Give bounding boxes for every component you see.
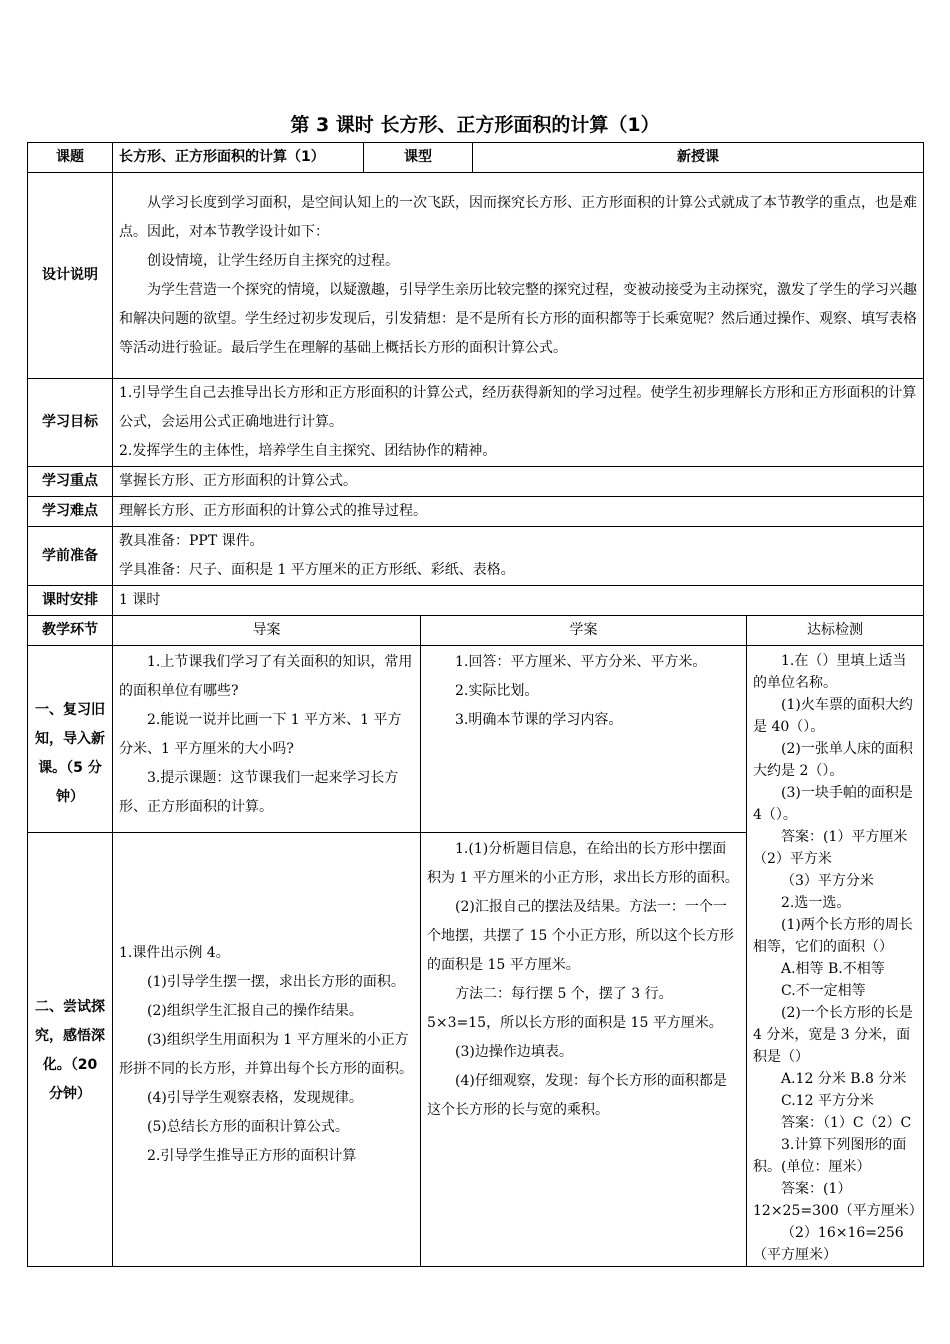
key-point-value: 掌握长方形、正方形面积的计算公式。 [113, 467, 924, 497]
col-guide: 导案 [113, 616, 421, 646]
goal-item: 1.引导学生自己去推导出长方形和正方形面积的计算公式，经历获得新知的学习过程。使学生初步理解长方形和正方形面积的计算公式，会运用公式正确地进行计算。 [119, 385, 917, 430]
prep-item: 学具准备：尺子、面积是 1 平方厘米的正方形纸、彩纸、表格。 [119, 562, 515, 578]
guide-item: (3)组织学生用面积为 1 平方厘米的小正方形拼不同的长方形，并算出每个长方形的面积。 [119, 1032, 413, 1078]
section1-row [28, 646, 924, 833]
key-point-label: 学习重点 [28, 467, 113, 497]
schedule-value: 1 课时 [113, 586, 924, 616]
design-content [113, 173, 924, 379]
goal-item: 2.发挥学生的主体性，培养学生自主探究、团结协作的精神。 [119, 443, 497, 459]
check-line: （2）16×16=256（平方厘米） [753, 1225, 904, 1263]
design-paragraph: 为学生营造一个探究的情境，以疑激趣，引导学生亲历比较完整的探究过程，变被动接受为主动探究，激发了学生的学习兴趣和解决问题的欲望。学生经过初步发现后，引发猜想：是不是所有长方形的面积都等于长乘宽呢？然后通过操作、观察、填写表格等活动进行验证。最后学生在理解的基础上概括长方形的面积计算公式。 [119, 281, 917, 356]
col-check: 达标检测 [747, 616, 924, 646]
guide-item: 3.提示课题：这节课我们一起来学习长方形、正方形面积的计算。 [119, 770, 399, 815]
check-line: C.12 平方分米 [781, 1093, 874, 1109]
key-point-row [28, 467, 924, 497]
check-line: (2)一张单人床的面积大约是 2（）。 [753, 741, 913, 779]
check-line: 答案：(1）平方厘米（2）平方米 [753, 829, 908, 867]
guide-item: 2.引导学生推导正方形的面积计算 [147, 1148, 357, 1165]
prep-item: 教具准备：PPT 课件。 [119, 533, 264, 549]
check-line: (1)火车票的面积大约是 40（）。 [753, 697, 913, 735]
topic-value: 长方形、正方形面积的计算（1） [113, 143, 364, 173]
check-line: (2)一个长方形的长是 4 分米，宽是 3 分米，面积是（） [753, 1005, 913, 1065]
check-line: 2.选一选。 [781, 895, 851, 911]
section2-name: 二、尝试探究，感悟深化。（20 分钟） [28, 833, 113, 1267]
section1-name: 一、复习旧知，导入新课。（5 分钟） [28, 646, 113, 833]
check-line: 答案：（1）C（2）C [781, 1115, 912, 1131]
schedule-row [28, 586, 924, 616]
check-line: A.12 分米 B.8 分米 [781, 1071, 907, 1087]
difficulty-row [28, 497, 924, 527]
study-item: (2)汇报自己的摆法及结果。方法一：一个一个地摆，共摆了 15 个小正方形，所以这个长方形的面积是 15 平方厘米。 [427, 899, 734, 974]
guide-item: (5)总结长方形的面积计算公式。 [147, 1119, 349, 1136]
study-item: 方法二：每行摆 5 个，摆了 3 行。5×3=15，所以长方形的面积是 15 平方厘米。 [427, 986, 723, 1032]
prep-content [113, 527, 924, 586]
check-content [747, 646, 924, 1267]
study-item: 3.明确本节课的学习内容。 [455, 712, 623, 728]
check-line: A.相等 B.不相等 [781, 961, 885, 977]
guide-item: 2.能说一说并比画一下 1 平方米、1 平方分米、1 平方厘米的大小吗? [119, 712, 402, 757]
prep-label: 学前准备 [28, 527, 113, 586]
guide-item: 1.课件出示例 4。 [119, 945, 230, 962]
design-row [28, 173, 924, 379]
section1-study [421, 646, 747, 833]
topic-label: 课题 [28, 143, 113, 173]
section2-study [421, 833, 747, 1267]
goals-row [28, 379, 924, 467]
header-row [28, 143, 924, 173]
col-study: 学案 [421, 616, 747, 646]
study-item: 1.(1)分析题目信息，在给出的长方形中摆面积为 1 平方厘米的小正方形，求出长方形的面积。 [427, 841, 739, 887]
check-line: 答案：(1）12×25=300（平方厘米） [753, 1181, 923, 1219]
study-item: (3)边操作边填表。 [455, 1044, 573, 1061]
guide-item: 1.上节课我们学习了有关面积的知识，常用的面积单位有哪些? [119, 654, 413, 699]
difficulty-label: 学习难点 [28, 497, 113, 527]
lesson-plan-table [27, 142, 924, 1267]
check-line: 3.计算下列图形的面积。(单位：厘米） [753, 1137, 907, 1175]
guide-item: (1)引导学生摆一摆，求出长方形的面积。 [147, 974, 405, 991]
study-item: 1.回答：平方厘米、平方分米、平方米。 [455, 654, 707, 670]
col-phase: 教学环节 [28, 616, 113, 646]
check-line: (1)两个长方形的周长相等，它们的面积（） [753, 917, 913, 955]
section2-guide [113, 833, 421, 1267]
prep-row [28, 527, 924, 586]
columns-row [28, 616, 924, 646]
page-title: 第 3 课时 长方形、正方形面积的计算（1） [290, 114, 660, 136]
goals-content [113, 379, 924, 467]
study-item: 2.实际比划。 [455, 683, 539, 699]
check-line: 1.在（）里填上适当的单位名称。 [753, 653, 907, 691]
design-label: 设计说明 [28, 173, 113, 379]
type-label: 课型 [364, 143, 473, 173]
schedule-label: 课时安排 [28, 586, 113, 616]
check-line: C.不一定相等 [781, 983, 866, 999]
design-paragraph: 从学习长度到学习面积，是空间认知上的一次飞跃，因而探究长方形、正方形面积的计算公式就成了本节教学的重点，也是难点。因此，对本节教学设计如下： [119, 194, 917, 240]
goals-label: 学习目标 [28, 379, 113, 467]
difficulty-value: 理解长方形、正方形面积的计算公式的推导过程。 [113, 497, 924, 527]
section1-guide [113, 646, 421, 833]
study-item: (4)仔细观察，发现：每个长方形的面积都是这个长方形的长与宽的乘积。 [427, 1073, 727, 1119]
check-line: (3)一块手帕的面积是 4（）。 [753, 785, 913, 823]
guide-item: (2)组织学生汇报自己的操作结果。 [147, 1003, 363, 1020]
design-paragraph: 创设情境，让学生经历自主探究的过程。 [147, 252, 399, 269]
check-line: （3）平方分米 [781, 873, 874, 889]
guide-item: (4)引导学生观察表格，发现规律。 [147, 1090, 363, 1107]
type-value: 新授课 [473, 143, 924, 173]
